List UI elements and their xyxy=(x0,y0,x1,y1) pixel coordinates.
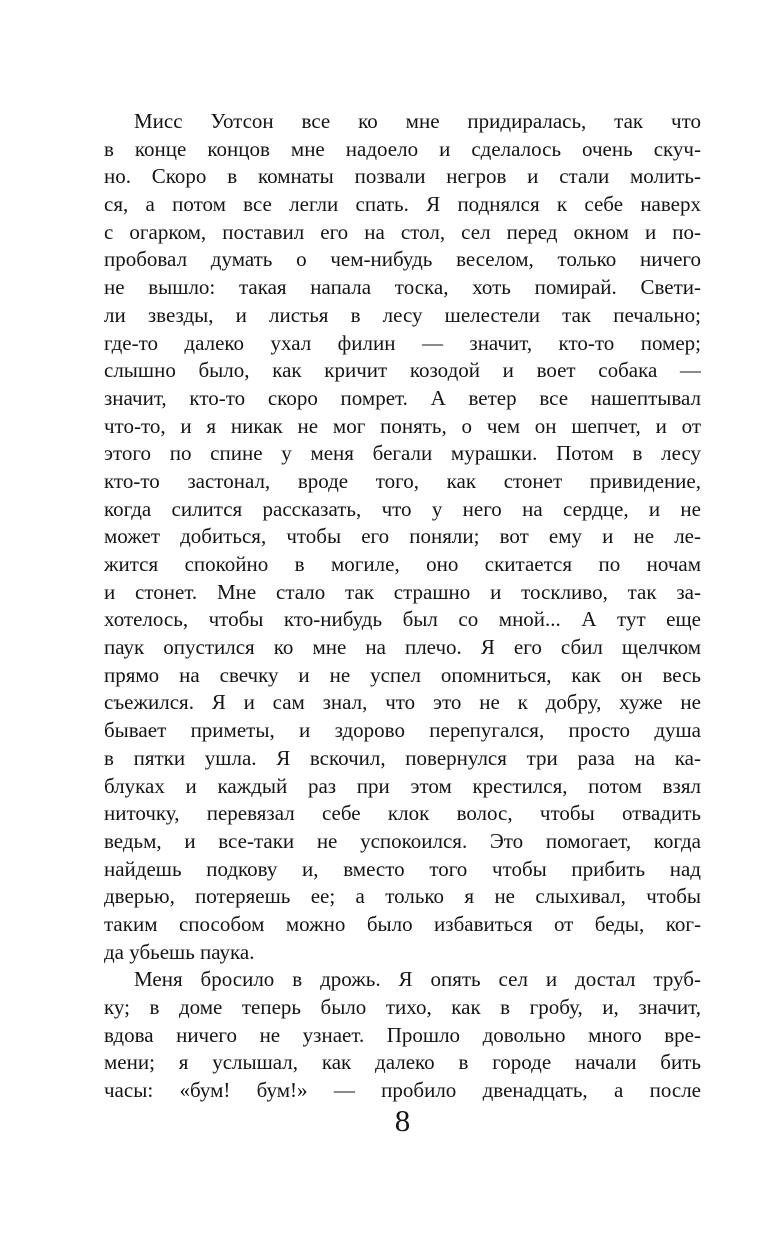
text-line: ку; в доме теперь было тихо, как в гробу, и, значит, xyxy=(104,995,701,1019)
text-line: когда силится рассказать, что у него на сердце, и не xyxy=(104,496,701,521)
text-line: ся, а потом все легли спать. Я поднялся к себе наверх xyxy=(104,192,701,217)
text-line: в конце концов мне надоело и сделалось очень скуч- xyxy=(104,136,701,161)
text-line: в пятки ушла. Я вскочил, повернулся три раза на ка- xyxy=(104,745,701,770)
text-line: слышно было, как кричит козодой и воет собака — xyxy=(104,358,701,383)
text-line: хотелось, чтобы кто-нибудь был со мной... А тут еще xyxy=(104,607,701,632)
text-line: жится спокойно в могиле, оно скитается по ночам xyxy=(104,552,701,576)
text-line: найдешь подкову и, вместо того чтобы прибить над xyxy=(104,856,701,881)
text-line: дверью, потеряешь ее; а только я не слыхивал, чтобы xyxy=(104,884,701,909)
text-line: что-то, и я никак не мог понять, о чем он шепчет, и от xyxy=(104,413,701,438)
text-line: этого по спине у меня бегали мурашки. Потом в лесу xyxy=(104,441,701,466)
text-line: блуках и каждый раз при этом крестился, потом взял xyxy=(104,773,701,798)
text-line: не вышло: такая напала тоска, хоть помирай. Свети- xyxy=(104,275,701,300)
text-line: прямо на свечку и не успел опомниться, как он весь xyxy=(104,662,701,687)
paragraph xyxy=(104,108,701,966)
text-line: вдова ничего не узнает. Прошло довольно много вре- xyxy=(104,1022,701,1047)
text-line: где-то далеко ухал филин — значит, кто-то помер; xyxy=(104,330,701,355)
text-line: бывает приметы, и здорово перепугался, просто душа xyxy=(104,718,701,743)
text-line: мени; я услышал, как далеко в городе начали бить xyxy=(104,1050,701,1075)
paragraph xyxy=(104,966,701,1104)
text-line: кто-то застонал, вроде того, как стонет привидение, xyxy=(104,468,701,493)
text-line: паук опустился ко мне на плечо. Я его сбил щелчком xyxy=(104,635,701,660)
text-line: и стонет. Мне стало так страшно и тоскливо, так за- xyxy=(104,579,701,604)
text-line: да убьешь паука. xyxy=(104,939,255,964)
page-number: 8 xyxy=(394,1103,411,1138)
text-block xyxy=(104,108,701,1105)
text-line: таким способом можно было избавиться от беды, ког- xyxy=(104,911,701,936)
text-line: Меня бросило в дрожь. Я опять сел и достал труб- xyxy=(134,967,701,992)
text-line: но. Скоро в комнаты позвали негров и стали молить- xyxy=(104,164,701,189)
text-line: ли звезды, и листья в лесу шелестели так печально; xyxy=(104,302,701,327)
text-line: может добиться, чтобы его поняли; вот ему и не ле- xyxy=(104,524,701,549)
text-line: ведьм, и все-таки не успокоился. Это помогает, когда xyxy=(104,828,701,853)
text-line: пробовал думать о чем-нибудь веселом, только ничего xyxy=(104,247,701,272)
text-line: Мисс Уотсон все ко мне придиралась, так что xyxy=(134,109,701,133)
text-line: с огарком, поставил его на стол, сел перед окном и по- xyxy=(104,219,701,244)
text-line: съежился. Я и сам знал, что это не к добру, хуже не xyxy=(104,690,701,715)
text-line: значит, кто-то скоро помрет. А ветер все нашептывал xyxy=(104,385,701,410)
text-line: часы: «бум! бум!» — пробило двенадцать, а после xyxy=(104,1078,701,1103)
text-line: ниточку, перевязал себе клок волос, чтобы отвадить xyxy=(104,801,701,826)
